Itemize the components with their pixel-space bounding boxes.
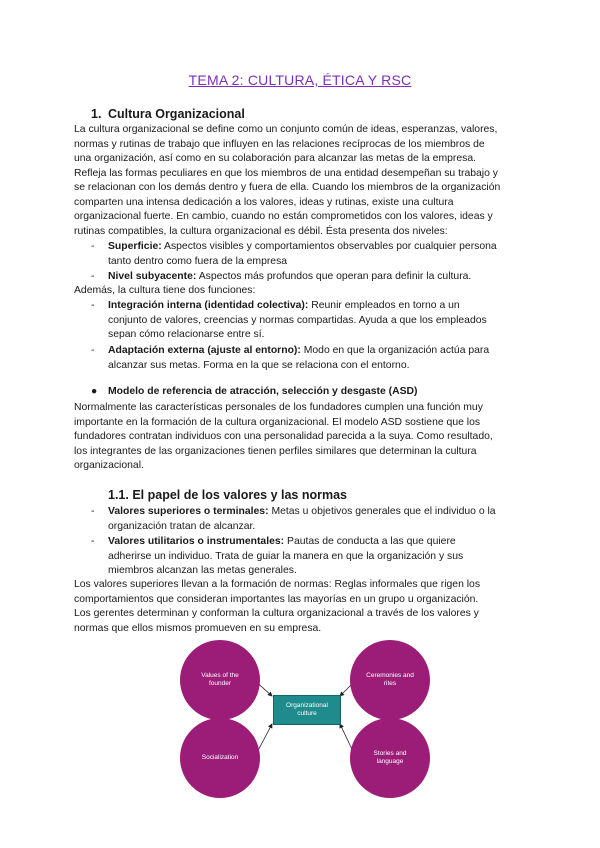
closing-line: normas que ellos mismos promueven en su empresa. <box>74 622 322 634</box>
function-desc: Reunir empleados en torno a un <box>311 300 460 311</box>
dash-marker: - <box>91 536 95 547</box>
intro-line: se relacionan con los demás dentro y fuera de ella. Cuando los miembros de la organización <box>74 182 501 193</box>
value-desc: miembros alcanzan las metas generales. <box>108 565 297 576</box>
function-term: Adaptación externa (ajuste al entorno): <box>108 345 301 356</box>
asd-line: Normalmente las características personales de los fundadores cumplen una función muy <box>74 402 483 413</box>
asd-line: fundadores contratan individuos con una personalidad parecida a la suya. Como resultado, <box>74 431 493 442</box>
level-desc: tanto dentro como fuera de la empresa <box>108 255 288 267</box>
level-term: Nivel subyacente: <box>108 271 197 282</box>
functions-intro-text: Además, la cultura tiene dos funciones: <box>74 285 256 296</box>
value-term: Valores utilitarios o instrumentales: <box>108 536 285 547</box>
function-term: Integración interna (identidad colectiva): <box>108 300 309 311</box>
value-desc: Metas u objetivos generales que el individuo o la <box>271 506 496 517</box>
intro-line: una organización, así como en su colaboración para alcanzar las metas de la empresa. <box>74 153 476 164</box>
closing-line: comportamientos que consideran importantes las mayorías en un grupo u organización. <box>74 593 479 605</box>
section-1-heading <box>91 107 245 121</box>
value-item-instrumentales <box>91 535 531 579</box>
intro-line: Refleja las formas peculiares en que los miembros de una entidad desempeñan su trabajo y <box>74 167 498 179</box>
value-desc: Pautas de conducta a las que quiere <box>287 536 456 547</box>
value-desc: organización tratan de alcanzar. <box>108 520 256 532</box>
intro-line: normas y rutinas de trabajo que influyen en las relaciones recíprocas de los miembros de <box>74 138 485 150</box>
asd-heading <box>91 386 418 397</box>
functions-intro <box>74 284 534 299</box>
asd-heading-text: Modelo de referencia de atracción, selección y desgaste (ASD) <box>108 386 418 397</box>
level-item-superficie <box>91 240 531 269</box>
circle-values-of-the-founder <box>180 640 260 720</box>
function-desc: sepan cómo relacionarse entre sí. <box>108 329 265 340</box>
document-title: TEMA 2: CULTURA, ÉTICA Y RSC <box>188 72 412 88</box>
circle-label: Stories and language <box>373 750 407 765</box>
closing-line: Los gerentes determinan y conforman la cultura organizacional a través de los valores y <box>74 608 479 619</box>
circle-ceremonies-and-rites <box>350 640 430 720</box>
section-1-title: Cultura Organizacional <box>108 107 245 121</box>
bullet-marker: ● <box>91 386 98 397</box>
dash-marker: - <box>91 300 95 311</box>
intro-line: organizacional fuerte. En cambio, cuando no están comprometidos con los valores, ideas y <box>74 211 493 222</box>
intro-line: comparten una intensa dedicación a los valores, ideas y rutinas, existe una cultura <box>74 196 454 208</box>
section-1-intro <box>74 123 534 239</box>
value-term: Valores superiores o terminales: <box>108 506 269 517</box>
intro-line: La cultura organizacional se define como un conjunto común de ideas, esperanzas, valores, <box>74 124 498 135</box>
section-1-number: 1. <box>91 107 102 121</box>
circle-stories-and-language <box>350 718 430 798</box>
level-term: Superficie: <box>108 241 162 252</box>
organizational-culture-diagram <box>180 640 430 800</box>
circle-label: Socialization <box>201 754 239 761</box>
function-item-integracion <box>91 299 531 343</box>
function-desc: conjunto de valores, creencias y normas compartidas. Ayuda a que los empleados <box>108 314 487 326</box>
dash-marker: - <box>91 345 95 356</box>
asd-line: los integrantes de las organizaciones tienen perfiles similares que determinan la cultura <box>74 445 477 457</box>
center-box-organizational-culture <box>273 695 341 725</box>
value-item-terminales <box>91 505 531 534</box>
dash-marker: - <box>91 241 95 252</box>
closing-paragraph <box>74 578 534 636</box>
section-1-1-heading: 1.1. El papel de los valores y las normas <box>108 488 348 502</box>
closing-line: Los valores superiores llevan a la formación de normas: Reglas informales que rigen los <box>74 579 481 590</box>
function-desc: alcanzar sus metas. Forma en la que se relaciona con el entorno. <box>108 359 410 371</box>
asd-line: importante en la formación de la cultura organizacional. El modelo ASD sostiene que los <box>74 416 481 428</box>
circle-label: Ceremonies and rites <box>366 672 414 687</box>
asd-line: organizacional. <box>74 460 144 471</box>
level-item-subyacente <box>91 270 531 285</box>
level-desc: Aspectos más profundos que operan para definir la cultura. <box>198 271 472 282</box>
circle-socialization <box>180 718 260 798</box>
dash-marker: - <box>91 506 95 517</box>
level-desc: Aspectos visibles y comportamientos observables por cualquier persona <box>164 241 497 252</box>
asd-paragraph <box>74 401 534 474</box>
function-item-adaptacion <box>91 344 531 373</box>
circle-label: Values of the founder <box>201 672 239 687</box>
dash-marker: - <box>91 271 95 282</box>
intro-line: rutinas compatibles, la cultura organizacional es débil. Ésta presenta dos niveles: <box>74 225 448 237</box>
center-label: Organizational culture <box>286 702 328 717</box>
function-desc: Modo en que la organización actúa para <box>303 345 490 356</box>
value-desc: adherirse un individuo. Trata de guiar la manera en que la organización y sus <box>108 550 464 562</box>
